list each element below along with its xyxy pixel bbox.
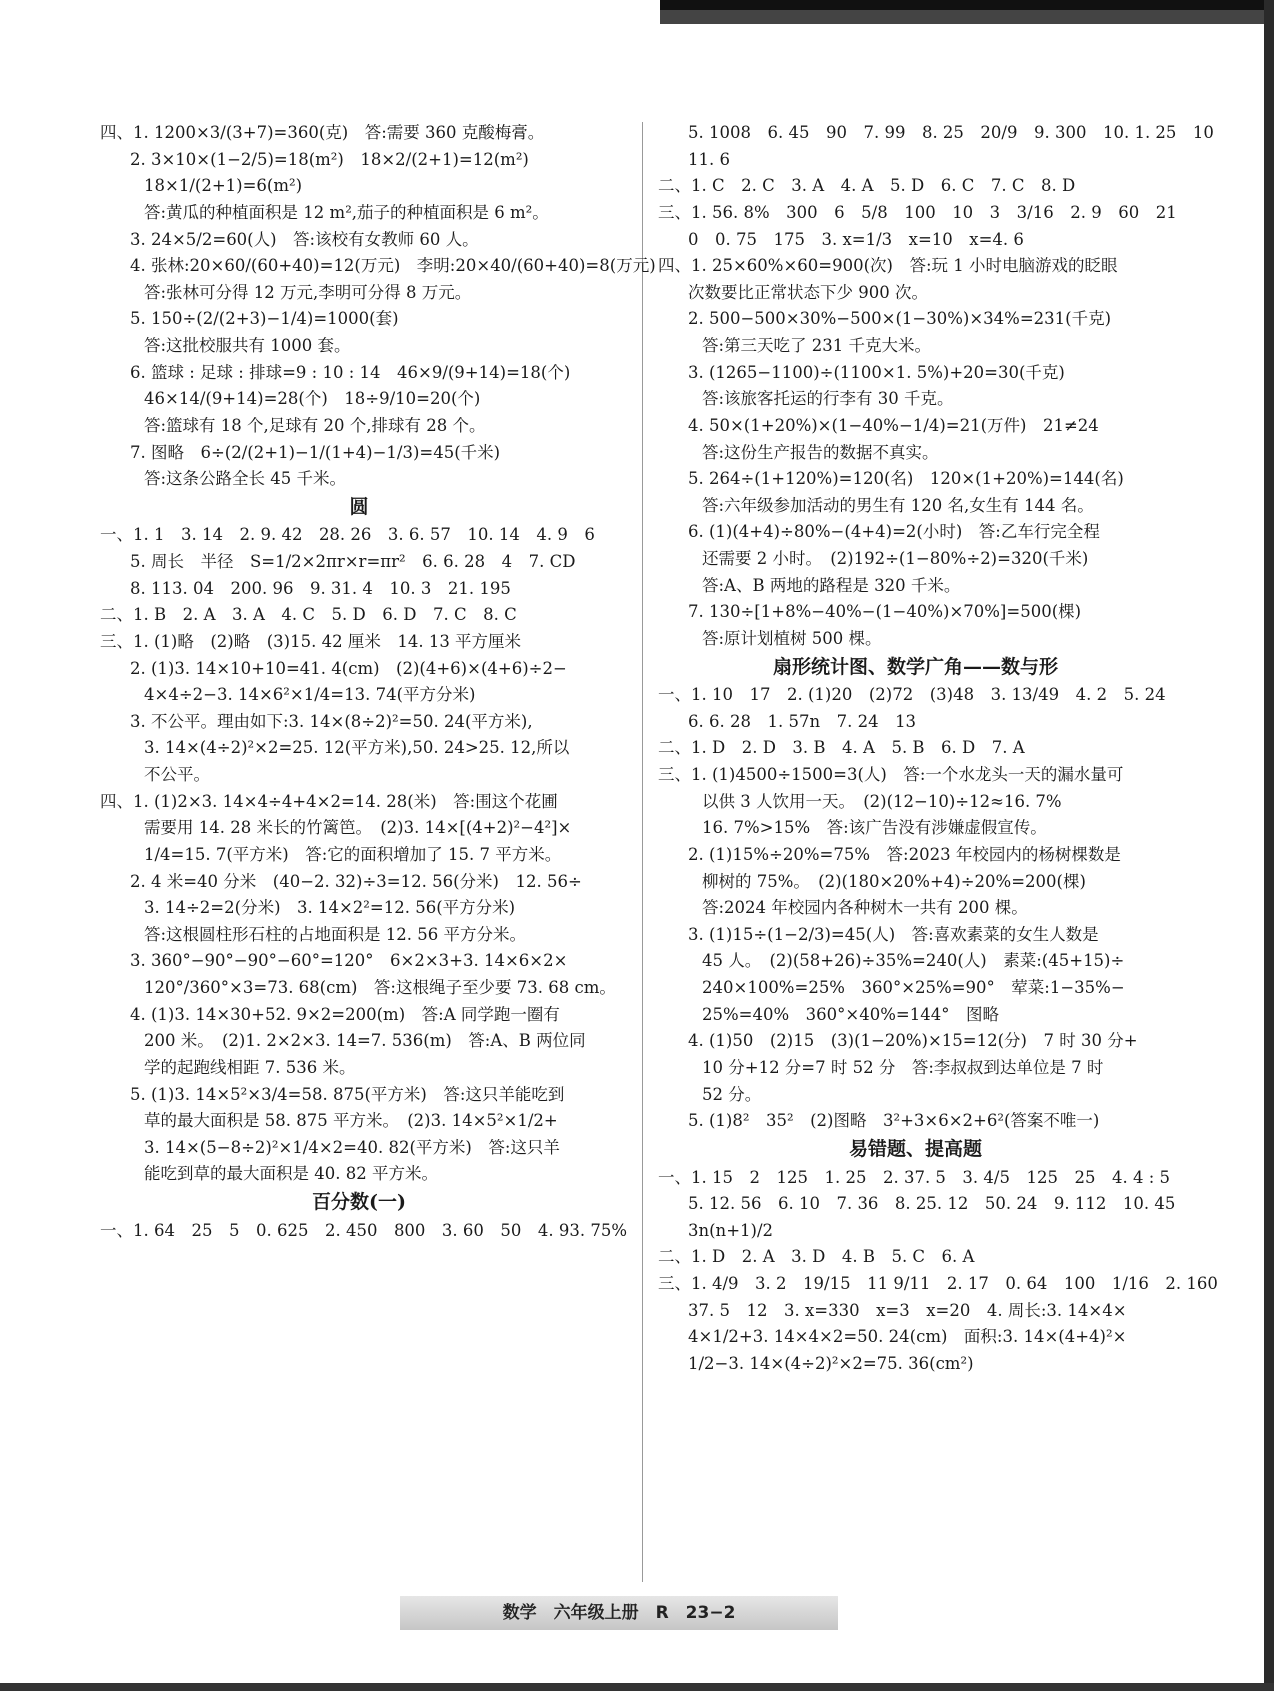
answer-line: 45 人。 (2)(58+26)÷35%=240(人) 素菜:(45+15)÷: [702, 951, 1125, 971]
scan-edge-bottom: [0, 1683, 1274, 1691]
answer-line: 3. 24×5/2=60(人) 答:该校有女教师 60 人。: [130, 229, 479, 249]
answer-line: 答:A、B 两地的路程是 320 千米。: [702, 575, 961, 595]
answer-line: 三、1. (1)4500÷1500=3(人) 答:一个水龙头一天的漏水量可: [658, 765, 1124, 785]
answer-line: 答:这份生产报告的数据不真实。: [702, 442, 939, 462]
answer-line: 3. (1)15÷(1−2/3)=45(人) 答:喜欢素菜的女生人数是: [688, 924, 1099, 944]
answer-line: 3. 360°−90°−90°−60°=120° 6×2×3+3. 14×6×2×: [130, 951, 568, 971]
answer-line: 二、1. D 2. A 3. D 4. B 5. C 6. A: [658, 1247, 975, 1267]
answer-line: 学的起跑线相距 7. 536 米。: [144, 1057, 356, 1077]
answer-line: 答:该旅客托运的行李有 30 千克。: [702, 389, 954, 409]
answer-line: 4. (1)50 (2)15 (3)(1−20%)×15=12(分) 7 时 30 分+: [688, 1031, 1138, 1051]
answer-line: 240×100%=25% 360°×25%=90° 荤菜:1−35%−: [702, 978, 1125, 998]
answer-line: 答:第三天吃了 231 千克大米。: [702, 336, 932, 355]
answer-line: 3. (1265−1100)÷(1100×1. 5%)+20=30(千克): [688, 362, 1065, 382]
answer-line: 52 分。: [702, 1084, 762, 1104]
answer-line: 答:六年级参加活动的男生有 120 名,女生有 144 名。: [702, 495, 1094, 515]
answer-line: 2. 500−500×30%−500×(1−30%)×34%=231(千克): [688, 309, 1112, 329]
column-divider: [642, 122, 643, 1582]
answer-line: 四、1. 25×60%×60=900(次) 答:玩 1 小时电脑游戏的眨眼: [658, 256, 1118, 276]
answer-line: 4×1/2+3. 14×4×2=50. 24(cm) 面积:3. 14×(4+4)²×: [688, 1327, 1127, 1347]
answer-line: 需要用 14. 28 米长的竹篱笆。 (2)3. 14×[(4+2)²−4²]×: [144, 818, 572, 838]
answer-line: 7. 130÷[1+8%−40%−(1−40%)×70%]=500(棵): [688, 602, 1082, 622]
answer-line: 2. (1)3. 14×10+10=41. 4(cm) (2)(4+6)×(4+6)÷2−: [130, 658, 567, 678]
answer-line: 答:篮球有 18 个,足球有 20 个,排球有 28 个。: [144, 415, 486, 435]
answer-line: 次数要比正常状态下少 900 次。: [688, 282, 928, 302]
answer-line: 一、1. 10 17 2. (1)20 (2)72 (3)48 3. 13/49 4. 2 5. 24: [658, 685, 1166, 705]
answer-line: 二、1. C 2. C 3. A 4. A 5. D 6. C 7. C 8. D: [658, 176, 1076, 196]
answer-line: 5. 150÷(2/(2+3)−1/4)=1000(套): [130, 309, 399, 329]
answer-line: 还需要 2 小时。 (2)192÷(1−80%÷2)=320(千米): [702, 549, 1089, 568]
answer-line: 不公平。: [144, 765, 210, 785]
answer-line: 7. 图略 6÷(2/(2+1)−1/(1+4)−1/3)=45(千米): [130, 442, 501, 462]
answer-line: 1/2−3. 14×(4÷2)²×2=75. 36(cm²): [688, 1353, 974, 1373]
answer-line: 答:这根圆柱形石柱的占地面积是 12. 56 平方分米。: [144, 924, 527, 944]
answer-line: 一、1. 15 2 125 1. 25 2. 37. 5 3. 4/5 125 25 4. 4 : 5: [658, 1167, 1170, 1187]
answer-line: 2. 4 米=40 分米 (40−2. 32)÷3=12. 56(分米) 12. 56÷: [130, 871, 582, 891]
answer-line: 5. 12. 56 6. 10 7. 36 8. 25. 12 50. 24 9. 112 10. 45: [688, 1194, 1176, 1214]
answer-line: 18×1/(2+1)=6(m²): [144, 176, 303, 196]
page-footer: 数学 六年级上册 R 23−2: [400, 1596, 838, 1630]
answer-line: 三、1. (1)略 (2)略 (3)15. 42 厘米 14. 13 平方厘米: [100, 631, 522, 651]
answer-line: 答:黄瓜的种植面积是 12 m²,茄子的种植面积是 6 m²。: [144, 202, 549, 222]
section-heading: 百分数(一): [312, 1191, 406, 1214]
answer-line: 四、1. (1)2×3. 14×4÷4+4×2=14. 28(米) 答:围这个花圃: [100, 791, 558, 811]
answer-line: 5. (1)3. 14×5²×3/4=58. 875(平方米) 答:这只羊能吃到: [130, 1084, 565, 1104]
answer-line: 6. 6. 28 1. 57n 7. 24 13: [688, 711, 917, 731]
answer-line: 四、1. 1200×3/(3+7)=360(克) 答:需要 360 克酸梅膏。: [100, 123, 545, 142]
scan-edge-right: [1264, 0, 1274, 1691]
answer-line: 5. 264÷(1+120%)=120(名) 120×(1+20%)=144(名): [688, 469, 1124, 489]
answer-line: 柳树的 75%。 (2)(180×20%+4)÷20%=200(棵): [702, 871, 1086, 891]
answer-line: 5. 周长 半径 S=1/2×2πr×r=πr² 6. 6. 28 4 7. CD: [130, 552, 576, 572]
section-heading: 扇形统计图、数学广角——数与形: [772, 655, 1058, 678]
answer-line: 0 0. 75 175 3. x=1/3 x=10 x=4. 6: [688, 229, 1024, 249]
answer-line: 16. 7%>15% 答:该广告没有涉嫌虚假宣传。: [702, 818, 1047, 838]
right-column: [658, 122, 1218, 1380]
answer-line: 6. 篮球 : 足球 : 排球=9 : 10 : 14 46×9/(9+14)=18(个): [130, 362, 571, 382]
answer-line: 草的最大面积是 58. 875 平方米。 (2)3. 14×5²×1/2+: [144, 1111, 558, 1131]
answer-line: 2. 3×10×(1−2/5)=18(m²) 18×2/(2+1)=12(m²): [130, 149, 529, 169]
answer-line: 6. (1)(4+4)÷80%−(4+4)=2(小时) 答:乙车行完全程: [688, 522, 1100, 542]
answer-line: 二、1. D 2. D 3. B 4. A 5. B 6. D 7. A: [658, 738, 1025, 758]
answer-line: 答:这条公路全长 45 千米。: [144, 469, 347, 489]
answer-line: 120°/360°×3=73. 68(cm) 答:这根绳子至少要 73. 68 cm。: [144, 978, 616, 998]
answer-line: 答:这批校服共有 1000 套。: [144, 336, 351, 355]
answer-line: 4. (1)3. 14×30+52. 9×2=200(m) 答:A 同学跑一圈有: [130, 1004, 560, 1024]
answer-line: 4×4÷2−3. 14×6²×1/4=13. 74(平方分米): [144, 685, 476, 705]
answer-line: 4. 50×(1+20%)×(1−40%−1/4)=21(万件) 21≠24: [688, 415, 1099, 435]
answer-line: 37. 5 12 3. x=330 x=3 x=20 4. 周长:3. 14×4×: [688, 1300, 1127, 1320]
answer-line: 一、1. 1 3. 14 2. 9. 42 28. 26 3. 6. 57 10. 14 4. 9 6: [100, 525, 595, 545]
answer-line: 1/4=15. 7(平方米) 答:它的面积增加了 15. 7 平方米。: [144, 844, 562, 864]
answer-line: 5. 1008 6. 45 90 7. 99 8. 25 20/9 9. 300 10. 1. 25 10: [688, 123, 1214, 142]
scan-edge-top: [660, 0, 1274, 24]
answer-line: 3. 14÷2=2(分米) 3. 14×2²=12. 56(平方分米): [144, 898, 516, 918]
answer-line: 8. 113. 04 200. 96 9. 31. 4 10. 3 21. 195: [130, 578, 511, 598]
answer-line: 三、1. 56. 8% 300 6 5/8 100 10 3 3/16 2. 9 60 21: [658, 202, 1177, 222]
answer-line: 二、1. B 2. A 3. A 4. C 5. D 6. D 7. C 8. C: [100, 605, 517, 625]
section-heading: 圆: [349, 495, 369, 518]
answer-line: 10 分+12 分=7 时 52 分 答:李叔叔到达单位是 7 时: [702, 1057, 1104, 1077]
answer-line: 答:2024 年校园内各种树木一共有 200 棵。: [702, 898, 1028, 918]
answer-line: 11. 6: [688, 149, 730, 169]
section-heading: 易错题、提高题: [848, 1137, 982, 1160]
answer-line: 以供 3 人饮用一天。 (2)(12−10)÷12≈16. 7%: [702, 791, 1062, 811]
answer-line: 3n(n+1)/2: [688, 1220, 774, 1240]
answer-line: 能吃到草的最大面积是 40. 82 平方米。: [144, 1164, 438, 1184]
answer-line: 答:张林可分得 12 万元,李明可分得 8 万元。: [144, 282, 472, 302]
answer-line: 3. 14×(5−8÷2)²×1/4×2=40. 82(平方米) 答:这只羊: [144, 1137, 560, 1157]
answer-line: 25%=40% 360°×40%=144° 图略: [702, 1004, 999, 1024]
answer-line: 2. (1)15%÷20%=75% 答:2023 年校园内的杨树棵数是: [688, 844, 1121, 864]
answer-line: 一、1. 64 25 5 0. 625 2. 450 800 3. 60 50 4. 93. 75%: [100, 1220, 628, 1240]
answer-line: 答:原计划植树 500 棵。: [702, 628, 882, 648]
answer-line: 3. 不公平。理由如下:3. 14×(8÷2)²=50. 24(平方米),: [130, 711, 533, 731]
answer-line: 3. 14×(4÷2)²×2=25. 12(平方米),50. 24>25. 12,所以: [144, 738, 570, 758]
answer-line: 4. 张林:20×60/(60+40)=12(万元) 李明:20×40/(60+40)=8(万元): [130, 256, 656, 276]
answer-line: 46×14/(9+14)=28(个) 18÷9/10=20(个): [144, 389, 481, 409]
left-column: [100, 122, 656, 1246]
answer-line: 200 米。 (2)1. 2×2×3. 14=7. 536(m) 答:A、B 两位同: [144, 1031, 586, 1051]
answer-line: 5. (1)8² 35² (2)图略 3²+3×6×2+6²(答案不唯一): [688, 1111, 1100, 1131]
answer-line: 三、1. 4/9 3. 2 19/15 11 9/11 2. 17 0. 64 100 1/16 2. 160: [658, 1274, 1218, 1293]
